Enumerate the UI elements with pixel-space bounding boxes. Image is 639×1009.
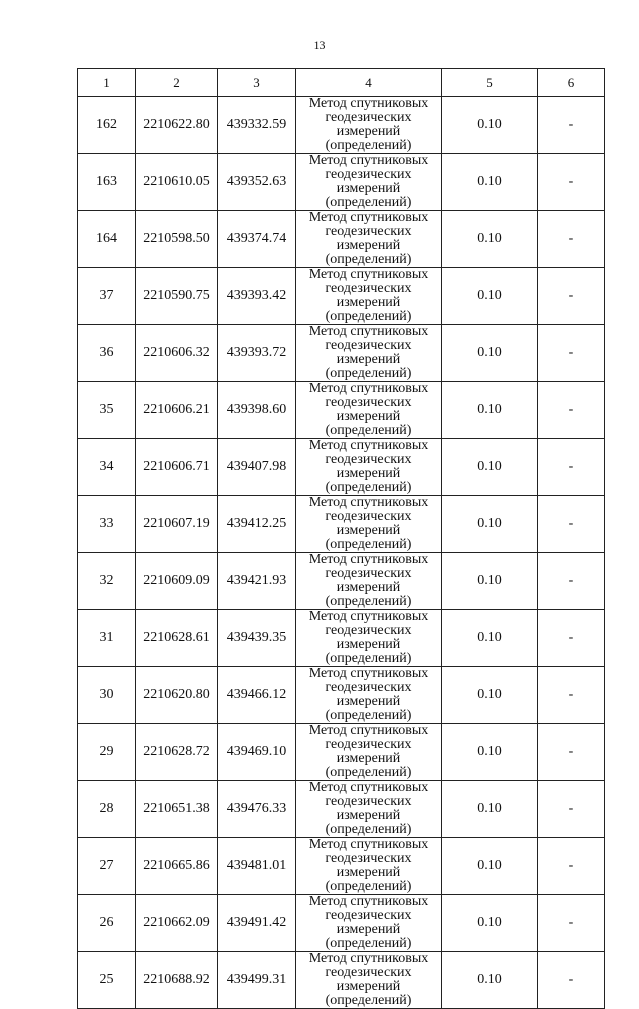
y-coordinate-cell: 439374.74: [218, 211, 296, 268]
table-row: [78, 952, 605, 1009]
method-cell: Метод спутниковых геодезических измерений (определений): [296, 724, 442, 781]
column-header: 6: [538, 69, 605, 97]
method-cell: Метод спутниковых геодезических измерений (определений): [296, 97, 442, 154]
x-coordinate-cell: 2210609.09: [136, 553, 218, 610]
x-coordinate-cell: 2210662.09: [136, 895, 218, 952]
point-number-cell: 35: [78, 382, 136, 439]
method-cell: Метод спутниковых геодезических измерений (определений): [296, 667, 442, 724]
note-cell: -: [538, 553, 605, 610]
column-header: 2: [136, 69, 218, 97]
method-cell: Метод спутниковых геодезических измерений (определений): [296, 496, 442, 553]
table-row: [78, 211, 605, 268]
note-cell: -: [538, 439, 605, 496]
x-coordinate-cell: 2210688.92: [136, 952, 218, 1009]
y-coordinate-cell: 439393.72: [218, 325, 296, 382]
x-coordinate-cell: 2210606.32: [136, 325, 218, 382]
point-number-cell: 37: [78, 268, 136, 325]
accuracy-cell: 0.10: [442, 838, 538, 895]
point-number-cell: 27: [78, 838, 136, 895]
note-cell: -: [538, 781, 605, 838]
method-cell: Метод спутниковых геодезических измерений (определений): [296, 325, 442, 382]
accuracy-cell: 0.10: [442, 781, 538, 838]
note-cell: -: [538, 838, 605, 895]
method-cell: Метод спутниковых геодезических измерений (определений): [296, 610, 442, 667]
point-number-cell: 163: [78, 154, 136, 211]
note-cell: -: [538, 268, 605, 325]
table-row: [78, 667, 605, 724]
method-cell: Метод спутниковых геодезических измерений (определений): [296, 382, 442, 439]
y-coordinate-cell: 439466.12: [218, 667, 296, 724]
accuracy-cell: 0.10: [442, 553, 538, 610]
y-coordinate-cell: 439332.59: [218, 97, 296, 154]
accuracy-cell: 0.10: [442, 724, 538, 781]
method-cell: Метод спутниковых геодезических измерений (определений): [296, 439, 442, 496]
table-row: [78, 97, 605, 154]
accuracy-cell: 0.10: [442, 154, 538, 211]
column-header: 1: [78, 69, 136, 97]
method-cell: Метод спутниковых геодезических измерений (определений): [296, 952, 442, 1009]
y-coordinate-cell: 439393.42: [218, 268, 296, 325]
x-coordinate-cell: 2210606.21: [136, 382, 218, 439]
y-coordinate-cell: 439499.31: [218, 952, 296, 1009]
accuracy-cell: 0.10: [442, 97, 538, 154]
table-row: [78, 553, 605, 610]
y-coordinate-cell: 439439.35: [218, 610, 296, 667]
accuracy-cell: 0.10: [442, 268, 538, 325]
accuracy-cell: 0.10: [442, 382, 538, 439]
y-coordinate-cell: 439481.01: [218, 838, 296, 895]
x-coordinate-cell: 2210610.05: [136, 154, 218, 211]
header-row: [78, 69, 605, 97]
point-number-cell: 33: [78, 496, 136, 553]
point-number-cell: 26: [78, 895, 136, 952]
note-cell: -: [538, 211, 605, 268]
x-coordinate-cell: 2210628.72: [136, 724, 218, 781]
y-coordinate-cell: 439398.60: [218, 382, 296, 439]
y-coordinate-cell: 439469.10: [218, 724, 296, 781]
x-coordinate-cell: 2210620.80: [136, 667, 218, 724]
table-row: [78, 325, 605, 382]
method-cell: Метод спутниковых геодезических измерений (определений): [296, 268, 442, 325]
method-cell: Метод спутниковых геодезических измерений (определений): [296, 154, 442, 211]
table-row: [78, 382, 605, 439]
table-row: [78, 610, 605, 667]
accuracy-cell: 0.10: [442, 610, 538, 667]
accuracy-cell: 0.10: [442, 496, 538, 553]
coordinates-table: [77, 68, 605, 1009]
point-number-cell: 28: [78, 781, 136, 838]
note-cell: -: [538, 724, 605, 781]
table-row: [78, 268, 605, 325]
method-cell: Метод спутниковых геодезических измерений (определений): [296, 211, 442, 268]
point-number-cell: 30: [78, 667, 136, 724]
note-cell: -: [538, 154, 605, 211]
method-cell: Метод спутниковых геодезических измерений (определений): [296, 781, 442, 838]
note-cell: -: [538, 610, 605, 667]
column-header: 4: [296, 69, 442, 97]
x-coordinate-cell: 2210590.75: [136, 268, 218, 325]
point-number-cell: 34: [78, 439, 136, 496]
note-cell: -: [538, 496, 605, 553]
note-cell: -: [538, 895, 605, 952]
table-row: [78, 724, 605, 781]
accuracy-cell: 0.10: [442, 211, 538, 268]
x-coordinate-cell: 2210622.80: [136, 97, 218, 154]
y-coordinate-cell: 439412.25: [218, 496, 296, 553]
column-header: 5: [442, 69, 538, 97]
accuracy-cell: 0.10: [442, 325, 538, 382]
table-row: [78, 895, 605, 952]
note-cell: -: [538, 382, 605, 439]
y-coordinate-cell: 439476.33: [218, 781, 296, 838]
point-number-cell: 36: [78, 325, 136, 382]
point-number-cell: 31: [78, 610, 136, 667]
note-cell: -: [538, 97, 605, 154]
x-coordinate-cell: 2210598.50: [136, 211, 218, 268]
point-number-cell: 162: [78, 97, 136, 154]
page-number: 13: [313, 38, 326, 52]
table-row: [78, 439, 605, 496]
y-coordinate-cell: 439352.63: [218, 154, 296, 211]
point-number-cell: 25: [78, 952, 136, 1009]
table-row: [78, 496, 605, 553]
point-number-cell: 32: [78, 553, 136, 610]
accuracy-cell: 0.10: [442, 667, 538, 724]
point-number-cell: 29: [78, 724, 136, 781]
table-row: [78, 781, 605, 838]
y-coordinate-cell: 439421.93: [218, 553, 296, 610]
x-coordinate-cell: 2210665.86: [136, 838, 218, 895]
point-number-cell: 164: [78, 211, 136, 268]
accuracy-cell: 0.10: [442, 439, 538, 496]
y-coordinate-cell: 439491.42: [218, 895, 296, 952]
accuracy-cell: 0.10: [442, 895, 538, 952]
y-coordinate-cell: 439407.98: [218, 439, 296, 496]
method-cell: Метод спутниковых геодезических измерений (определений): [296, 895, 442, 952]
x-coordinate-cell: 2210651.38: [136, 781, 218, 838]
note-cell: -: [538, 325, 605, 382]
note-cell: -: [538, 952, 605, 1009]
table-row: [78, 154, 605, 211]
table-row: [78, 838, 605, 895]
note-cell: -: [538, 667, 605, 724]
method-cell: Метод спутниковых геодезических измерений (определений): [296, 553, 442, 610]
method-cell: Метод спутниковых геодезических измерений (определений): [296, 838, 442, 895]
x-coordinate-cell: 2210607.19: [136, 496, 218, 553]
x-coordinate-cell: 2210628.61: [136, 610, 218, 667]
accuracy-cell: 0.10: [442, 952, 538, 1009]
column-header: 3: [218, 69, 296, 97]
x-coordinate-cell: 2210606.71: [136, 439, 218, 496]
